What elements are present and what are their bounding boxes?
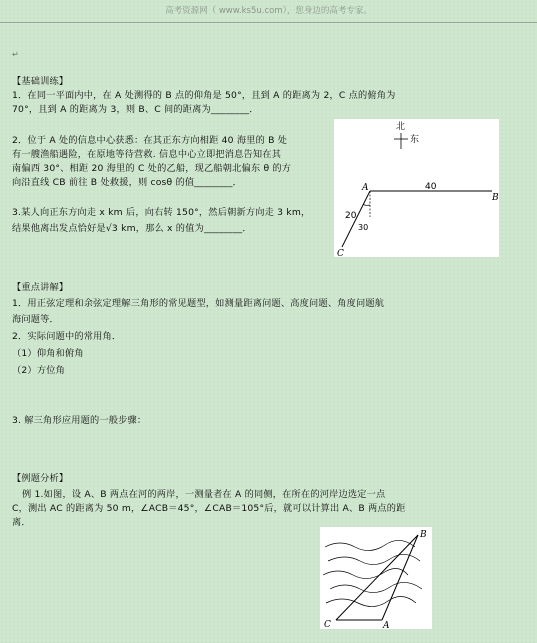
q1-line-1: 1．在同一平面内中，在 A 处测得的 B 点的仰角是 50°，且到 A 的距离为 2，C 点的俯角为 xyxy=(12,90,396,101)
distance-ac-label: 20 xyxy=(345,211,357,221)
key-p1-line-1: 1．用正弦定理和余弦定理解三角形的常见题型，如测量距离问题、高度问题、角度问题航 xyxy=(12,298,385,309)
angle-label: 30 xyxy=(358,223,369,232)
q2-line-4: 向沿直线 CB 前往 B 处救援，则 cosθ 的值________． xyxy=(12,177,242,188)
example-line-2: C，测出 AC 的距离为 50 m，∠ACB＝45°，∠CAB＝105°后，就可以计算出 A、B 两点的距 xyxy=(12,503,406,514)
river-wave-4 xyxy=(330,582,422,592)
q2-line-3: 南偏西 30°、相距 20 海里的 C 处的乙船，现乙船朝北偏东 θ 的方 xyxy=(12,163,292,174)
north-label: 北 xyxy=(396,122,406,132)
q2-line-2: 有一艘渔船遇险，在原地等待营救. 信息中心立即把消息告知在其 xyxy=(12,149,282,160)
segment-ab xyxy=(382,535,418,620)
section-title-key: 【重点讲解】 xyxy=(12,282,69,293)
point-a-label: A xyxy=(362,183,369,193)
river-diagram-svg xyxy=(320,527,432,629)
point-c-label: C xyxy=(324,620,331,629)
key-p1-line-2: 海问题等． xyxy=(12,314,59,325)
point-a-label: A xyxy=(383,621,390,629)
river-wave-5 xyxy=(326,596,416,606)
key-p3: 3. 解三角形应用题的一般步骤： xyxy=(12,415,147,426)
river-wave-1 xyxy=(325,540,415,550)
q2-line-1: 2．位于 A 处的信息中心获悉：在其正东方向相距 40 海里的 B 处 xyxy=(12,135,288,146)
q3-line-2: 结果他离出发点恰好是√3 km，那么 x 的值为________． xyxy=(12,223,252,234)
point-b-label: B xyxy=(420,530,427,540)
key-p2a: （1）仰角和俯角 xyxy=(12,348,84,359)
navigation-diagram-svg xyxy=(334,119,499,257)
figure-river-diagram xyxy=(320,527,432,629)
return-mark: ↵ xyxy=(12,50,19,59)
section-title-basic: 【基础训练】 xyxy=(12,76,69,87)
river-wave-3 xyxy=(323,568,408,578)
segment-cb xyxy=(336,535,418,620)
distance-ab-label: 40 xyxy=(425,182,437,192)
angle-arc xyxy=(363,204,370,205)
q1-line-2: 70°，且到 A 的距离为 3，则 B、C 间的距离为________． xyxy=(12,104,259,115)
point-b-label: B xyxy=(492,193,499,203)
point-c-label: C xyxy=(337,249,344,257)
section-title-example: 【例题分析】 xyxy=(12,473,69,484)
example-line-3: 离． xyxy=(12,517,31,528)
key-p2: 2．实际问题中的常用角． xyxy=(12,331,122,342)
q3-line-1: 3.某人向正东方向走 x km 后，向右转 150°，然后朝新方向走 3 km， xyxy=(12,207,311,218)
key-p2b: （2）方位角 xyxy=(12,365,65,376)
example-line-1: 例 1.如图，设 A、B 两点在河的两岸，一测量者在 A 的同侧，在所在的河岸边选定一点 xyxy=(22,489,386,500)
figure-navigation-diagram xyxy=(334,119,499,257)
page-header: 高考资源网（ www.ks5u.com），您身边的高考专家。 xyxy=(0,0,537,23)
east-label: 东 xyxy=(410,135,420,145)
